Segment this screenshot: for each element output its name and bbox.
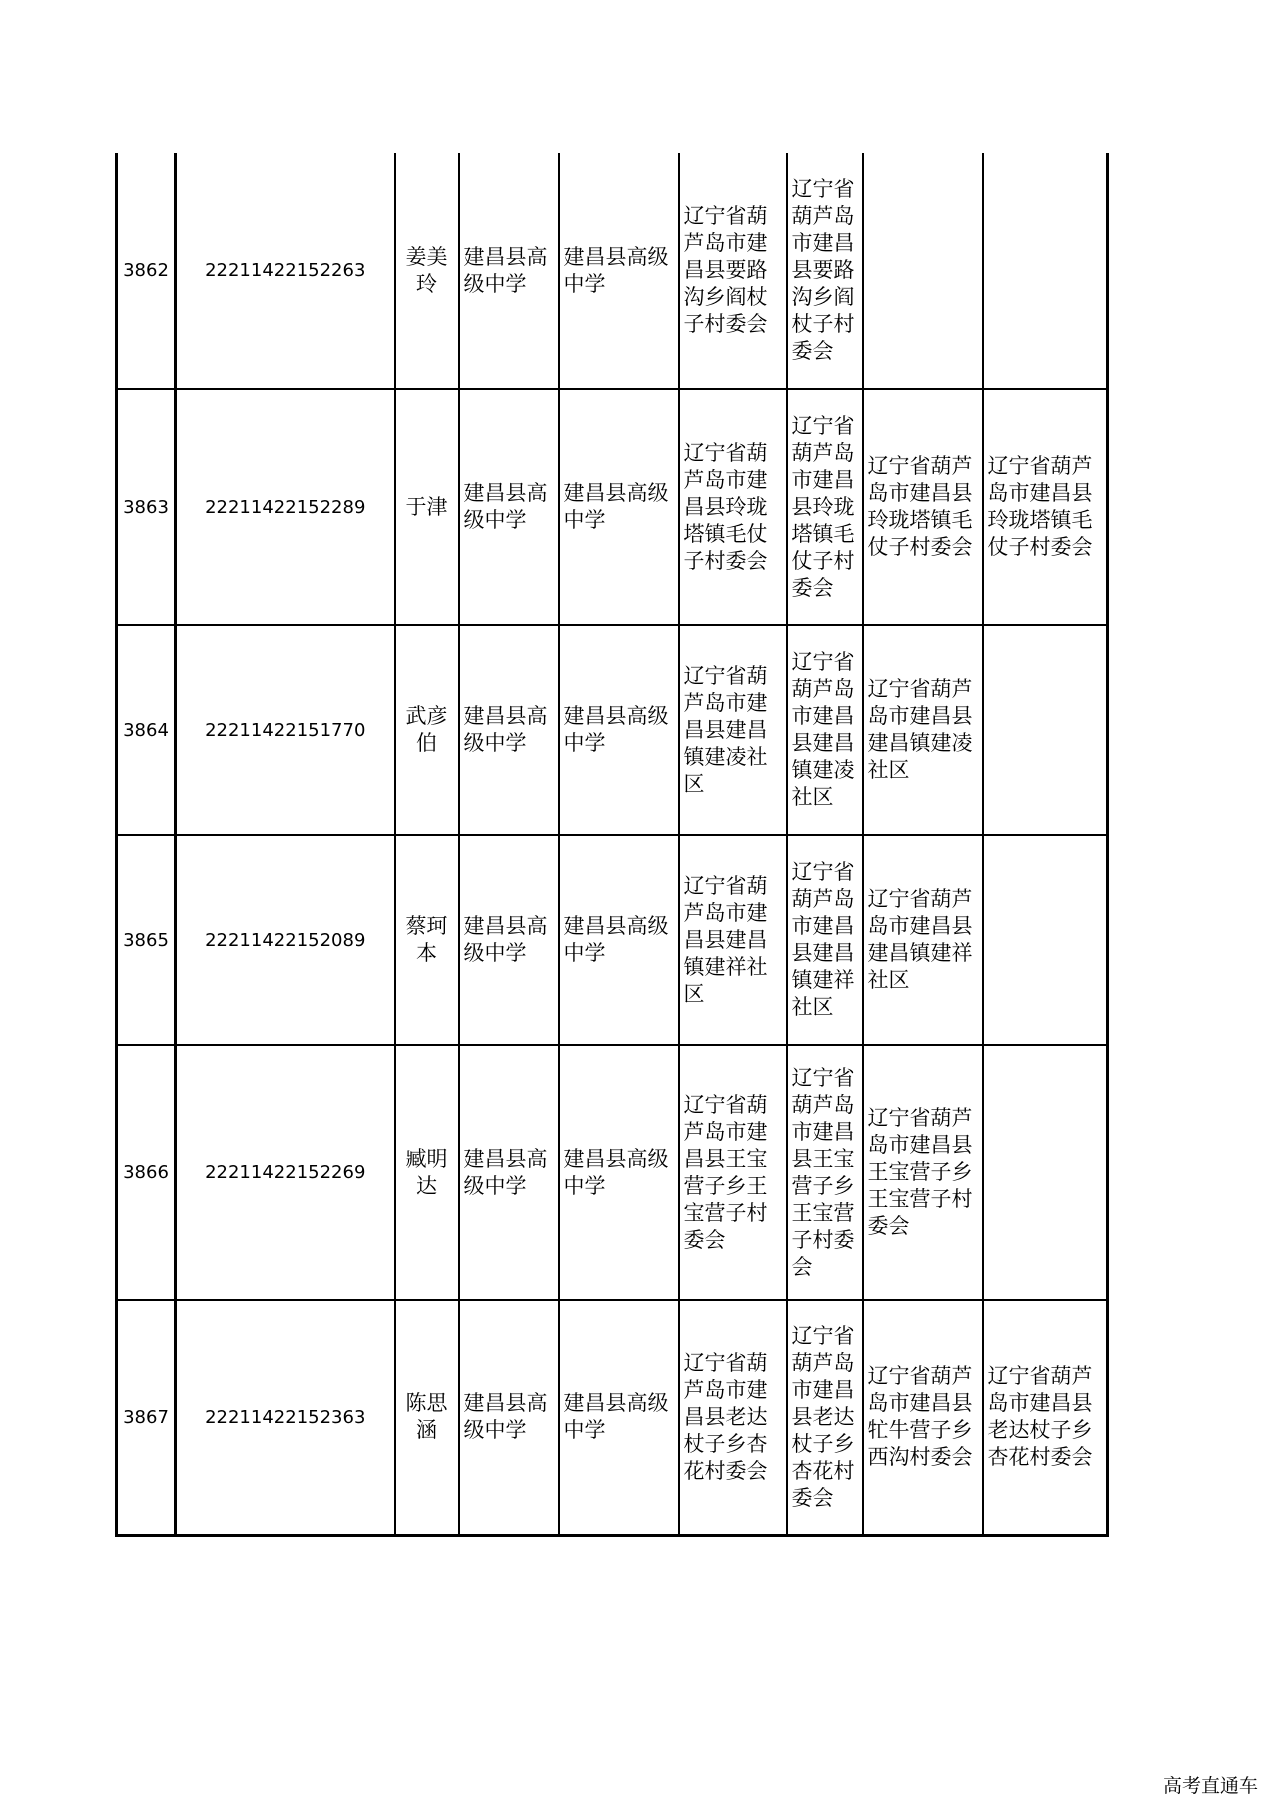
seq-cell: 3865 xyxy=(117,835,176,1045)
table-row xyxy=(117,625,1108,835)
seq-cell: 3867 xyxy=(117,1300,176,1535)
address-cell: 辽宁省葫芦岛市建昌县建昌镇建凌社区 xyxy=(787,625,863,835)
table-row xyxy=(117,1045,1108,1300)
address-cell: 辽宁省葫芦岛市建昌县要路沟乡阎杖子村委会 xyxy=(787,153,863,389)
name-cell: 姜美玲 xyxy=(395,153,459,389)
school-cell: 建昌县高级中学 xyxy=(559,835,679,1045)
address-cell: 辽宁省葫芦岛市建昌县玲珑塔镇毛仗子村委会 xyxy=(983,389,1108,625)
school-cell: 建昌县高级中学 xyxy=(459,1300,559,1535)
name-cell: 陈思涵 xyxy=(395,1300,459,1535)
address-cell: 辽宁省葫芦岛市建昌县老达杖子乡杏花村委会 xyxy=(787,1300,863,1535)
address-cell xyxy=(983,625,1108,835)
school-cell: 建昌县高级中学 xyxy=(459,389,559,625)
address-cell xyxy=(983,835,1108,1045)
table-row xyxy=(117,389,1108,625)
id-cell: 22211422152269 xyxy=(176,1045,395,1300)
table-row xyxy=(117,835,1108,1045)
table-row xyxy=(117,1300,1108,1535)
address-cell: 辽宁省葫芦岛市建昌县玲珑塔镇毛仗子村委会 xyxy=(863,389,983,625)
seq-cell: 3862 xyxy=(117,153,176,389)
address-cell: 辽宁省葫芦岛市建昌县王宝营子乡王宝营子村委会 xyxy=(787,1045,863,1300)
table-row xyxy=(117,153,1108,389)
address-cell: 辽宁省葫芦岛市建昌县建昌镇建祥社区 xyxy=(679,835,787,1045)
address-cell: 辽宁省葫芦岛市建昌县要路沟乡阎杖子村委会 xyxy=(679,153,787,389)
data-table xyxy=(115,153,1109,1537)
address-cell: 辽宁省葫芦岛市建昌县老达杖子乡杏花村委会 xyxy=(679,1300,787,1535)
seq-cell: 3866 xyxy=(117,1045,176,1300)
name-cell: 于津 xyxy=(395,389,459,625)
address-cell xyxy=(863,153,983,389)
address-cell: 辽宁省葫芦岛市建昌县玲珑塔镇毛仗子村委会 xyxy=(679,389,787,625)
id-cell: 22211422152263 xyxy=(176,153,395,389)
school-cell: 建昌县高级中学 xyxy=(459,835,559,1045)
school-cell: 建昌县高级中学 xyxy=(459,153,559,389)
school-cell: 建昌县高级中学 xyxy=(559,1045,679,1300)
address-cell: 辽宁省葫芦岛市建昌县王宝营子乡王宝营子村委会 xyxy=(679,1045,787,1300)
address-cell: 辽宁省葫芦岛市建昌县建昌镇建凌社区 xyxy=(679,625,787,835)
address-cell: 辽宁省葫芦岛市建昌县王宝营子乡王宝营子村委会 xyxy=(863,1045,983,1300)
seq-cell: 3863 xyxy=(117,389,176,625)
name-cell: 蔡珂本 xyxy=(395,835,459,1045)
id-cell: 22211422152363 xyxy=(176,1300,395,1535)
address-cell: 辽宁省葫芦岛市建昌县牤牛营子乡西沟村委会 xyxy=(863,1300,983,1535)
footer-watermark: 高考直通车 xyxy=(1162,1775,1258,1797)
address-cell: 辽宁省葫芦岛市建昌县建昌镇建祥社区 xyxy=(863,835,983,1045)
name-cell: 臧明达 xyxy=(395,1045,459,1300)
name-cell: 武彦伯 xyxy=(395,625,459,835)
id-cell: 22211422151770 xyxy=(176,625,395,835)
school-cell: 建昌县高级中学 xyxy=(559,1300,679,1535)
seq-cell: 3864 xyxy=(117,625,176,835)
address-cell: 辽宁省葫芦岛市建昌县建昌镇建凌社区 xyxy=(863,625,983,835)
address-cell xyxy=(983,1045,1108,1300)
address-cell: 辽宁省葫芦岛市建昌县玲珑塔镇毛仗子村委会 xyxy=(787,389,863,625)
school-cell: 建昌县高级中学 xyxy=(559,625,679,835)
address-cell: 辽宁省葫芦岛市建昌县建昌镇建祥社区 xyxy=(787,835,863,1045)
id-cell: 22211422152089 xyxy=(176,835,395,1045)
school-cell: 建昌县高级中学 xyxy=(559,153,679,389)
school-cell: 建昌县高级中学 xyxy=(459,625,559,835)
address-cell xyxy=(983,153,1108,389)
school-cell: 建昌县高级中学 xyxy=(459,1045,559,1300)
id-cell: 22211422152289 xyxy=(176,389,395,625)
school-cell: 建昌县高级中学 xyxy=(559,389,679,625)
address-cell: 辽宁省葫芦岛市建昌县老达杖子乡杏花村委会 xyxy=(983,1300,1108,1535)
